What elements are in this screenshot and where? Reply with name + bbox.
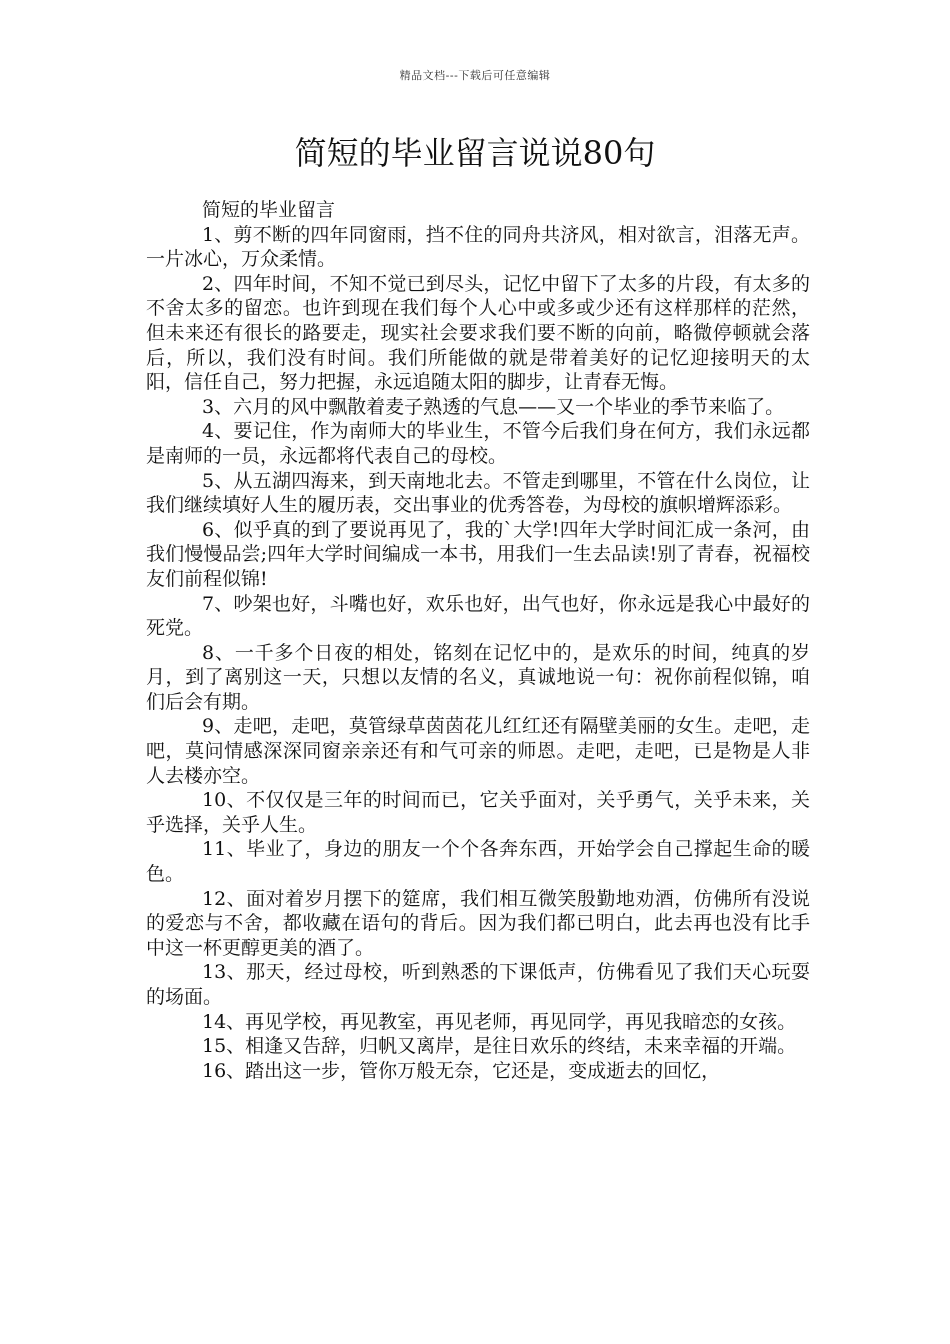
paragraph: 10、不仅仅是三年的时间而已，它关乎面对，关乎勇气，关乎未来，关乎选择，关乎人生。 — [146, 789, 810, 836]
paragraph: 13、那天，经过母校，听到熟悉的下课低声，仿佛看见了我们天心玩耍的场面。 — [146, 961, 810, 1008]
paragraph: 3、六月的风中飘散着麦子熟透的气息——又一个毕业的季节来临了。 — [202, 395, 785, 418]
section-heading: 简短的毕业留言 — [202, 199, 336, 221]
page-header: 精品文档---下载后可任意编辑 — [399, 69, 551, 82]
paragraph: 12、面对着岁月摆下的筵席，我们相互微笑殷勤地劝酒，仿佛所有没说的爱恋与不舍，都收藏在语句的背后。因为我们都已明白，此去再也没有比手中这一杯更醇更美的酒了。 — [146, 887, 810, 959]
document-body — [146, 198, 810, 1083]
paragraph: 8、一千多个日夜的相处，铭刻在记忆中的，是欢乐的时间，纯真的岁月，到了离别这一天，只想以友情的名义，真诚地说一句：祝你前程似锦，咱们后会有期。 — [146, 641, 810, 713]
paragraph: 15、相逢又告辞，归帆又离岸，是往日欢乐的终结，未来幸福的开端。 — [202, 1035, 797, 1058]
paragraph: 1、剪不断的四年同窗雨，挡不住的同舟共济风，相对欲言，泪落无声。一片冰心，万众柔情。 — [146, 223, 810, 271]
paragraph: 4、要记住，作为南师大的毕业生，不管今后我们身在何方，我们永远都是南师的一员，永远都将代表自己的母校。 — [146, 420, 810, 467]
paragraph: 6、似乎真的到了要说再见了，我的`大学!四年大学时间汇成一条河，由我们慢慢品尝;四年大学时间编成一本书，用我们一生去品读!别了青春，祝福校友们前程似锦! — [146, 518, 810, 590]
paragraph: 16、踏出这一步，管你万般无奈，它还是，变成逝去的回忆， — [202, 1059, 721, 1082]
paragraph: 2、四年时间，不知不觉已到尽头，记忆中留下了太多的片段，有太多的不舍太多的留恋。也许到现在我们每个人心中或多或少还有这样那样的茫然，但未来还有很长的路要走，现实社会要求我们要不断的向前，略微停顿就会落后，所以，我们没有时间。我们所能做的就是带着美好的记忆迎接明天的太阳，信任自己，努力把握，永远追随太阳的脚步，让青春无悔。 — [146, 272, 810, 394]
paragraph: 5、从五湖四海来，到天南地北去。不管走到哪里，不管在什么岗位，让我们继续填好人生的履历表，交出事业的优秀答卷，为母校的旗帜增辉添彩。 — [146, 469, 810, 517]
document-title: 简短的毕业留言说说80句 — [294, 134, 656, 172]
paragraph: 11、毕业了，身边的朋友一个个各奔东西，开始学会自己撑起生命的暖色。 — [146, 838, 810, 886]
paragraph: 14、再见学校，再见教室，再见老师，再见同学，再见我暗恋的女孩。 — [202, 1010, 797, 1033]
paragraph: 9、走吧，走吧，莫管绿草茵茵花儿红红还有隔壁美丽的女生。走吧，走吧，莫问情感深深同窗亲亲还有和气可亲的师恩。走吧，走吧，已是物是人非人去楼亦空。 — [146, 715, 810, 787]
paragraph: 7、吵架也好，斗嘴也好，欢乐也好，出气也好，你永远是我心中最好的死党。 — [146, 592, 810, 640]
